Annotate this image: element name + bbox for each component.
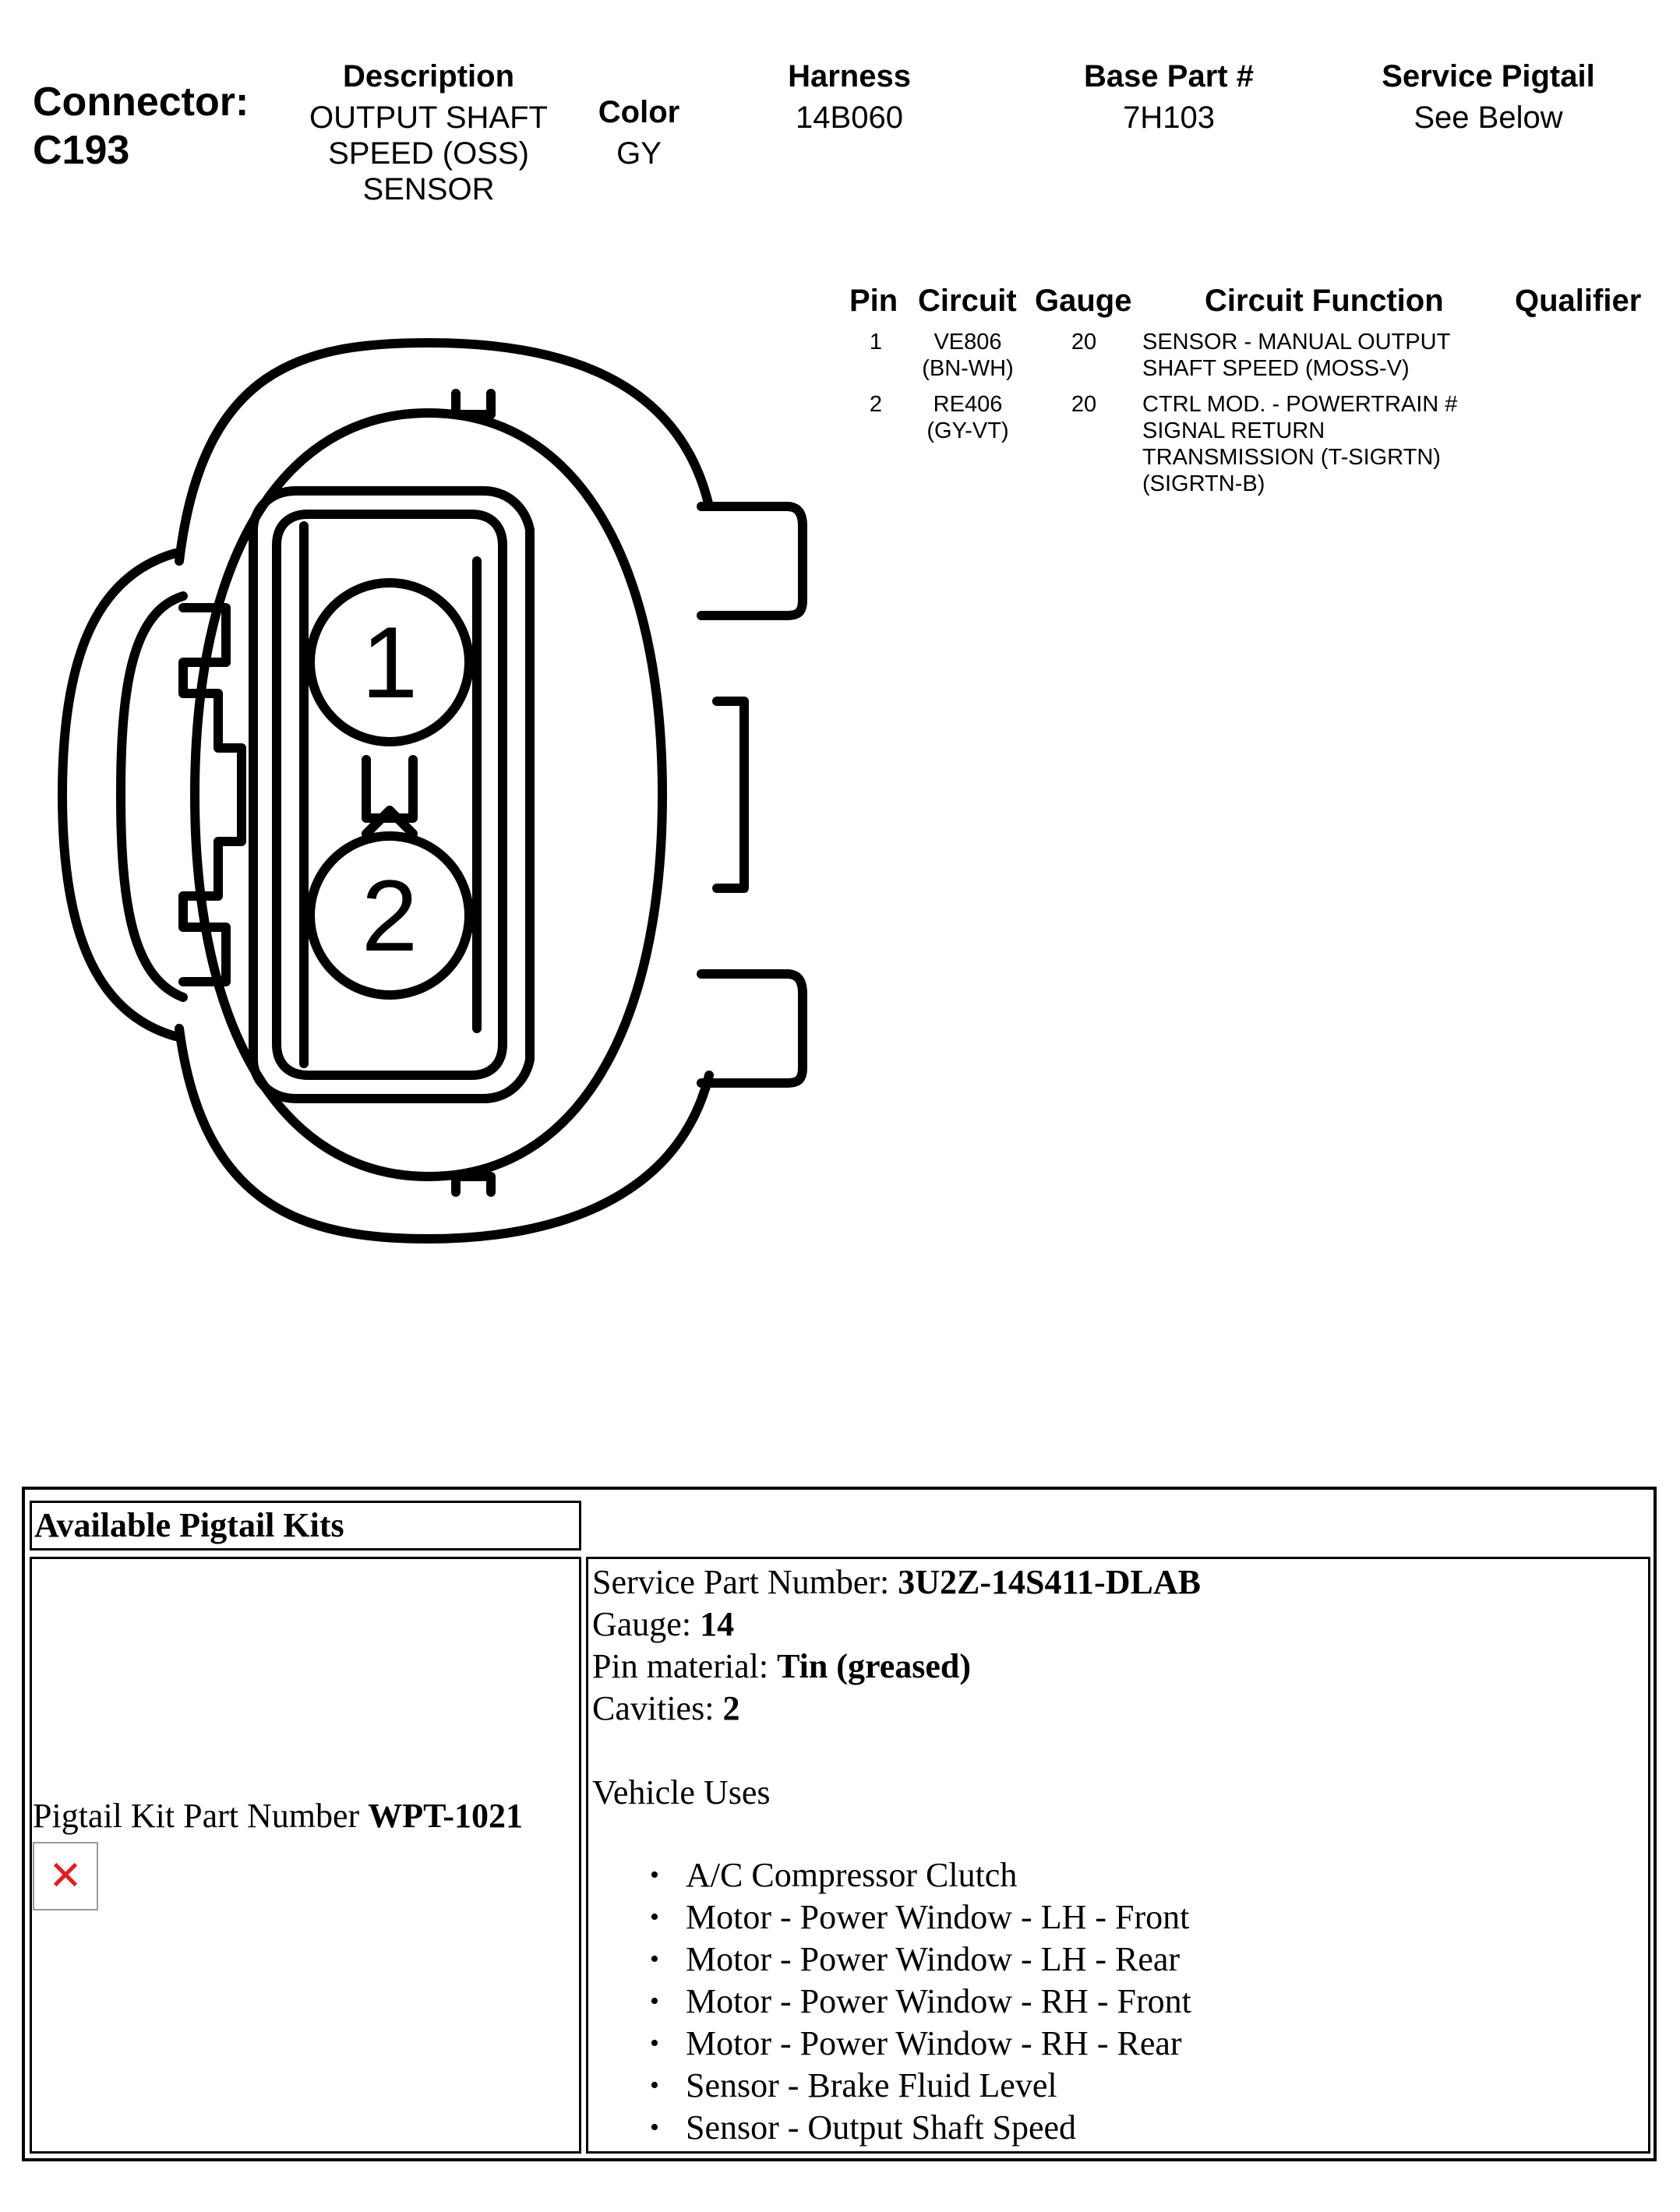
vehicle-use-item: • Motor - Power Window - LH - Front — [650, 1896, 1191, 1939]
harness-column — [740, 58, 958, 136]
pin-col-header: Pin — [849, 284, 898, 318]
qualifier-col-header: Qualifier — [1515, 284, 1642, 318]
pin-row-2-function-line-1: CTRL MOD. - POWERTRAIN # — [1142, 392, 1458, 417]
connector-id: C193 — [33, 128, 130, 173]
harness-value: 14B060 — [796, 101, 903, 135]
base-part-value: 7H103 — [1123, 101, 1215, 135]
cavities-label: Cavities: — [592, 1689, 723, 1727]
vehicle-use-item: • A/C Compressor Clutch — [650, 1854, 1191, 1896]
vehicle-use-item: • Sensor - Output Shaft Speed — [650, 2107, 1191, 2149]
pin-row-2-function — [1142, 391, 1457, 497]
color-column — [577, 93, 701, 171]
right-middle-tab — [717, 701, 744, 888]
description-line-3: SENSOR — [362, 172, 495, 206]
housing-inner-oval — [195, 413, 662, 1177]
pigtail-cavities — [592, 1688, 739, 1730]
pin-1-label: 1 — [361, 605, 418, 719]
description-column — [288, 58, 569, 207]
right-upper-tab — [701, 506, 803, 616]
service-pigtail-column — [1340, 58, 1636, 136]
color-value: GY — [616, 136, 662, 171]
pigtail-gauge-label: Gauge: — [592, 1605, 701, 1643]
base-part-column — [1044, 58, 1294, 136]
pin-material-value: Tin (greased) — [777, 1647, 972, 1685]
left-lock-tab-inner — [121, 596, 183, 997]
pigtail-pin-material — [592, 1646, 971, 1688]
housing-outer-bottom — [179, 1028, 709, 1239]
vehicle-use-item: • Motor - Power Window - RH - Front — [650, 1981, 1191, 2023]
connector-title — [33, 78, 249, 175]
base-part-label: Base Part # — [1084, 59, 1254, 93]
pin-row-1-circuit-color: (BN-WH) — [922, 356, 1014, 381]
pin-2-label: 2 — [361, 859, 418, 972]
pigtail-heading: Available Pigtail Kits — [34, 1506, 344, 1544]
pigtail-gauge — [592, 1603, 734, 1646]
harness-label: Harness — [788, 59, 911, 93]
service-pigtail-value: See Below — [1414, 101, 1563, 135]
description-line-2: SPEED (OSS) — [328, 136, 529, 171]
pin-row-1-function — [1142, 329, 1450, 382]
pin-row-2-circuit-color: (GY-VT) — [926, 418, 1009, 443]
pin-row-1-function-line-1: SENSOR - MANUAL OUTPUT — [1142, 330, 1451, 355]
circuit-col-header: Circuit — [918, 284, 1017, 318]
pin-row-2-function-line-2: SIGNAL RETURN — [1142, 418, 1325, 443]
pin-row-2-function-line-3: TRANSMISSION (T-SIGRTN) — [1142, 445, 1441, 470]
pigtail-kit-label: Pigtail Kit Part Number — [33, 1797, 369, 1835]
pin-row-2-circuit — [904, 391, 1032, 444]
service-pigtail-label: Service Pigtail — [1382, 59, 1595, 93]
vehicle-uses-list — [650, 1854, 1191, 2149]
description-line-1: OUTPUT SHAFT — [309, 101, 548, 135]
pin-row-2-pin: 2 — [869, 392, 883, 417]
pin-material-label: Pin material: — [592, 1647, 778, 1685]
pin-row-1-circuit — [904, 329, 1032, 382]
service-part-value: 3U2Z-14S411-DLAB — [898, 1563, 1201, 1601]
top-latch-notch — [456, 393, 491, 415]
housing-outer-top — [179, 343, 709, 561]
pin-row-1-pin: 1 — [869, 330, 883, 355]
description-label: Description — [342, 59, 515, 93]
vehicle-use-item: • Motor - Power Window - LH - Rear — [650, 1939, 1191, 1981]
vehicle-use-item: • Sensor - Brake Fluid Level — [650, 2065, 1191, 2107]
pin-row-1-gauge: 20 — [1071, 330, 1097, 355]
service-part-number — [592, 1561, 1201, 1603]
circuit-function-col-header: Circuit Function — [1205, 284, 1444, 318]
gauge-col-header: Gauge — [1035, 284, 1132, 318]
pigtail-kit-part-number — [33, 1795, 523, 1837]
pin-row-1-circuit-code: VE806 — [934, 330, 1002, 355]
pigtail-kit-cell — [30, 1557, 581, 2154]
pigtail-gauge-value: 14 — [700, 1605, 735, 1643]
pin-row-2-circuit-code: RE406 — [933, 392, 1003, 417]
connector-face-diagram — [47, 327, 818, 1262]
pin-row-2-function-line-4: (SIGRTN-B) — [1142, 471, 1265, 496]
pin-row-1-function-line-2: SHAFT SPEED (MOSS-V) — [1142, 356, 1410, 381]
vehicle-use-item: • Motor - Power Window - RH - Rear — [650, 2023, 1191, 2065]
broken-image-icon: ✕ — [33, 1842, 98, 1910]
right-lower-tab — [701, 974, 803, 1083]
service-part-label: Service Part Number: — [592, 1563, 898, 1601]
color-label: Color — [598, 95, 680, 129]
connector-label: Connector: — [33, 79, 249, 125]
pigtail-kit-value: WPT-1021 — [368, 1797, 524, 1835]
pin-row-2-gauge: 20 — [1071, 392, 1097, 417]
cavities-value: 2 — [722, 1689, 740, 1727]
bottom-latch-notch — [456, 1177, 491, 1192]
vehicle-uses-label: Vehicle Uses — [592, 1773, 771, 1812]
